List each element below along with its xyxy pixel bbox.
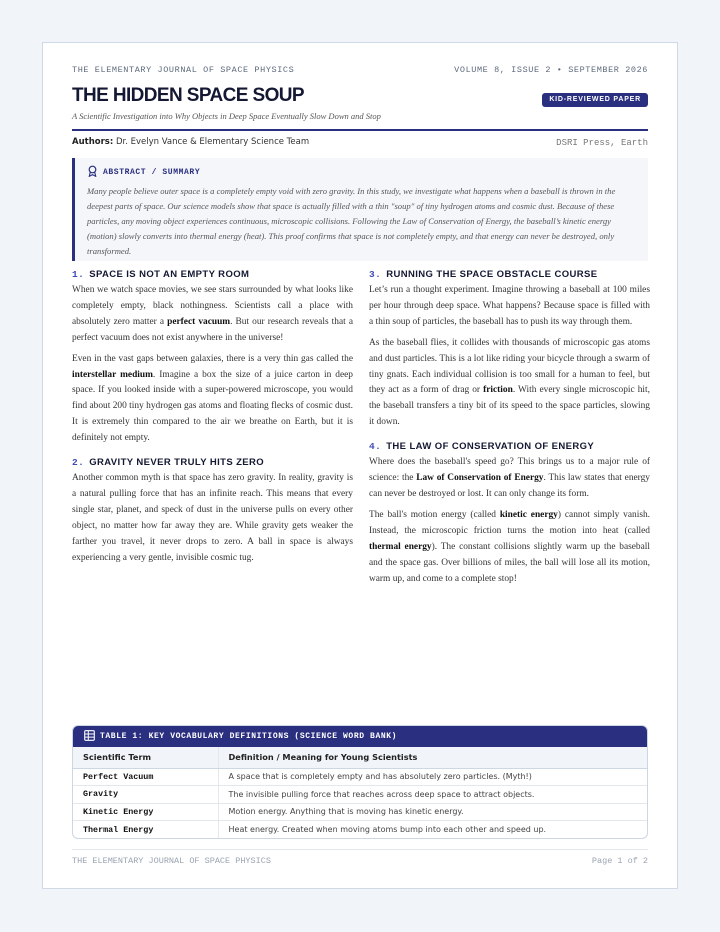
paragraph [369, 508, 650, 588]
text-run: Even in the vast gaps between galaxies, there is a very thin gas called the [72, 353, 353, 364]
section-number: 1. [72, 269, 85, 280]
footer-divider [72, 849, 648, 850]
paragraph [369, 283, 650, 331]
text-run: . With every single microscopic hit, the baseball transfers a tiny bit of its speed to the space particles, slowing it down. [369, 385, 650, 428]
abstract-text: Many people believe outer space is a completely empty void with zero gravity. In this study, we investigate what happens when a baseball is thrown in the deepest parts of space. Our science models show that space is actually filled with a thin "soup" of tiny hydrogen atoms and cosmic dust. Because of these particles, any moving object experiences continuous, microscopic collisions. Following the Law of Conservation of Energy, the baseball’s kinetic energy (motion) slowly converts into thermal energy (heat). This proof confirms that space is not completely empty, and that energy can never be destroyed, only transformed. [87, 186, 616, 256]
table-grid-icon [84, 730, 95, 744]
text-run: ). The constant collisions slightly warm up the baseball and the space gas. Over billions of miles, the ball will lose all its motion, warm up, and come to a complete stop! [369, 541, 650, 584]
journal-name: THE ELEMENTARY JOURNAL OF SPACE PHYSICS [72, 65, 295, 75]
text-run: . Imagine a box the size of a juice carton in deep space. If you looked inside with a super-powered microscope, you would find about 200 tiny hydrogen gas atoms and floating flecks of cosmic dust. It is extremely thin compared to the air we breathe on Earth, but it is definitely not empty. [72, 369, 353, 444]
table-caption-text: TABLE 1: KEY VOCABULARY DEFINITIONS (SCIENCE WORD BANK) [100, 732, 398, 741]
section-3 [369, 269, 650, 431]
section-number: 4. [369, 441, 382, 453]
section-4 [369, 441, 650, 587]
text-run: . But our research reveals that a perfect vacuum does not exist anywhere in the universe! [72, 316, 353, 343]
section-body [369, 455, 650, 587]
key-term: perfect vacuum [167, 316, 231, 327]
publisher: DSRI Press, Earth [556, 138, 648, 148]
abstract-heading-text: ABSTRACT / SUMMARY [103, 168, 201, 177]
abstract-heading [87, 165, 638, 180]
section-heading [369, 441, 650, 452]
vocab-table-grid [73, 747, 647, 838]
paragraph [72, 352, 353, 447]
table-caption [73, 726, 647, 747]
definition-cell: The invisible pulling force that reaches across deep space to attract objects. [218, 786, 647, 804]
section-2 [72, 457, 353, 566]
section-body [369, 283, 650, 431]
text-run: ) cannot simply vanish. Instead, the microscopic friction turns the motion into heat (called [369, 509, 650, 536]
right-column [369, 269, 650, 597]
issue-info: VOLUME 8, ISSUE 2 • SEPTEMBER 2026 [454, 65, 648, 75]
review-badge: KID-REVIEWED PAPER [542, 93, 648, 107]
definition-cell: Heat energy. Created when moving atoms bump into each other and speed up. [228, 825, 547, 834]
key-term: friction [483, 385, 513, 396]
paragraph [369, 455, 650, 503]
paragraph [369, 336, 650, 431]
text-run: . This law states that energy can never be destroyed or lost. It can only change its form. [369, 473, 650, 499]
section-1 [72, 269, 353, 447]
title-row [72, 85, 648, 109]
definition-cell: A space that is completely empty and has absolutely zero particles. (Myth!) [218, 768, 647, 786]
term-cell: Perfect Vacuum [73, 768, 218, 786]
vocabulary-table [72, 725, 648, 839]
text-run: Where does the baseball's speed go? This brings us to a major rule of science: the [369, 457, 650, 484]
term-cell: Gravity [73, 786, 218, 804]
column-header: Scientific Term [73, 747, 218, 768]
section-body [72, 471, 353, 566]
left-column [72, 269, 353, 577]
table-row [73, 786, 647, 804]
definition-cell: Motion energy. Anything that is moving has kinetic energy. [218, 803, 647, 821]
page-footer [72, 856, 648, 866]
key-term: interstellar medium [72, 369, 153, 380]
text-run: When we watch space movies, we see stars surrounded by what looks like completely empty, black nothingness. Scientists call a place with absolutely zero matter a [72, 285, 353, 327]
section-title: SPACE IS NOT AN EMPTY ROOM [89, 269, 250, 280]
journal-header [72, 65, 648, 75]
table-row [73, 768, 647, 786]
section-title: GRAVITY NEVER TRULY HITS ZERO [89, 457, 265, 469]
text-run: As the baseball flies, it collides with thousands of microscopic gas atoms and dust particles. This is a lot like riding your bicycle through a swarm of tiny gnats. Each individual collision is too small for a human to feel, but they act as a form of drag or [369, 337, 650, 396]
term-cell: Kinetic Energy [73, 803, 218, 821]
key-term: Law of Conservation of Energy [416, 473, 544, 484]
section-heading [72, 457, 353, 468]
page-number: Page 1 of 2 [591, 856, 648, 866]
title-divider [72, 129, 648, 131]
paper-subtitle: A Scientific Investigation into Why Objects in Deep Space Eventually Slow Down and Stop [72, 111, 381, 121]
section-body [72, 283, 353, 447]
paper-page [42, 42, 678, 889]
text-run: Another common myth is that space has zero gravity. In reality, gravity is a natural pulling force that has an infinite reach. This means that every single star, planet, and speck of dust in the universe pulls on every other object, no matter how far away they are. While gravity gets weaker the farther you travel, it never drops to zero. A ball in space is always experiencing a very gentle, invisible cosmic tug. [72, 473, 353, 563]
paragraph [72, 471, 353, 566]
paragraph [72, 283, 353, 347]
section-title: RUNNING THE SPACE OBSTACLE COURSE [386, 269, 598, 280]
authors-names: Dr. Evelyn Vance & Elementary Science Team [115, 137, 310, 147]
award-ribbon-icon [87, 165, 98, 180]
text-run: Let’s run a thought experiment. Imagine throwing a baseball at 100 miles per hour through deep space. What happens? Because space is filled with a thin soup of particles, the baseball has to push its way through them. [369, 285, 650, 327]
key-term: kinetic energy [499, 509, 558, 520]
section-title: THE LAW OF CONSERVATION OF ENERGY [386, 441, 595, 453]
abstract-box [72, 158, 648, 261]
section-heading [369, 269, 650, 280]
term-cell: Thermal Energy [73, 821, 218, 839]
paper-title: THE HIDDEN SPACE SOUP [72, 85, 304, 106]
key-term: thermal energy [369, 541, 432, 552]
table-header-row [73, 747, 647, 768]
section-heading [72, 269, 353, 280]
table-row [73, 821, 647, 839]
table-row [73, 803, 647, 821]
column-header: Definition / Meaning for Young Scientists [218, 747, 647, 768]
footer-journal: THE ELEMENTARY JOURNAL OF SPACE PHYSICS [72, 856, 271, 866]
section-number: 3. [369, 269, 382, 280]
section-number: 2. [72, 457, 85, 469]
text-run: The ball's motion energy (called [369, 509, 500, 520]
authors-label: Authors: [72, 137, 114, 147]
